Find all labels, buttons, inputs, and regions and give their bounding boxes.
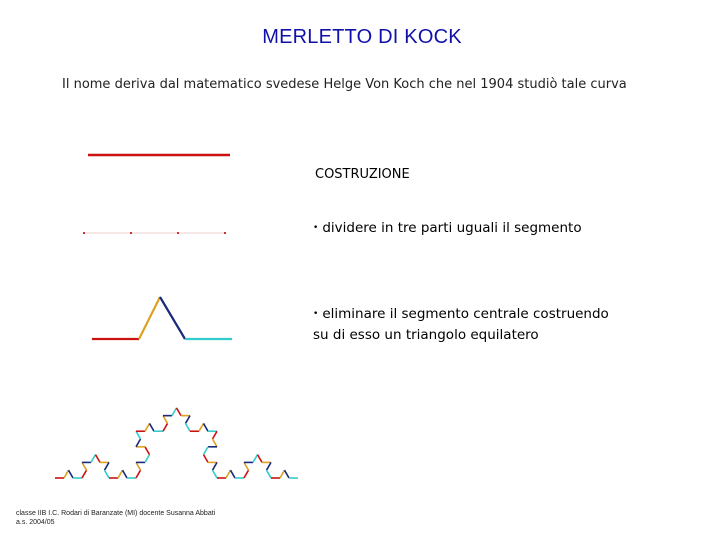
koch-stage-3 [55,408,298,478]
koch-segment [186,416,191,424]
footer-line-1: classe IIB I.C. Rodari di Baranzate (MI) docente Susanna Abbati [16,510,216,517]
koch-segment [213,470,218,478]
koch-segment [82,462,87,470]
koch-segment [244,462,249,470]
koch-segment [199,423,204,431]
step-divide-text: dividere in tre parti uguali il segmento [322,220,582,236]
koch-segment [136,462,141,470]
koch-segment [105,462,110,470]
koch-segment [204,447,209,455]
koch-segment [91,455,96,463]
koch-segment [267,462,272,470]
koch-segment [96,455,101,463]
koch-segment [186,423,191,431]
koch-segment [136,470,141,478]
bullet: • [313,309,319,319]
koch-segment [213,462,218,470]
construction-heading: COSTRUZIONE [315,167,410,182]
koch-segment [213,431,218,439]
koch-segment [172,408,177,416]
koch-segment [226,470,231,478]
page-title: MERLETTO DI KOCK [262,26,462,48]
koch-stage-divided [83,232,226,234]
koch-segment [69,470,74,478]
footer-line-2: a.s. 2004/05 [16,519,55,526]
koch-segment [204,455,209,463]
koch-segment [163,423,168,431]
koch-segment [145,455,150,463]
bullet: • [313,223,319,233]
koch-segment [204,423,209,431]
step-triangle-line1: eliminare il segmento centrale costruendo [322,306,609,322]
koch-segment [285,470,290,478]
koch-segment [231,470,236,478]
koch-stage-1 [92,297,232,339]
step-triangle-line2: su di esso un triangolo equilatero [313,327,539,343]
koch-segment [145,423,150,431]
koch-segment [267,470,272,478]
footer-credits [16,509,215,527]
koch-segment [118,470,123,478]
koch-segment [105,470,110,478]
koch-segment [145,447,150,455]
subtitle: Il nome deriva dal matematico svedese Helge Von Koch che nel 1904 studiò tale curva [62,77,627,92]
koch-segment [64,470,69,478]
koch-segment [177,408,182,416]
koch-segment [213,439,218,447]
koch-segment [244,470,249,478]
koch-segment [163,416,168,424]
koch-segment [258,455,263,463]
koch-segment [150,423,155,431]
koch-segment [82,470,87,478]
koch-segment [136,439,141,447]
koch-segment [123,470,128,478]
koch-segment [253,455,258,463]
koch-segment [280,470,285,478]
koch-segment [136,431,141,439]
